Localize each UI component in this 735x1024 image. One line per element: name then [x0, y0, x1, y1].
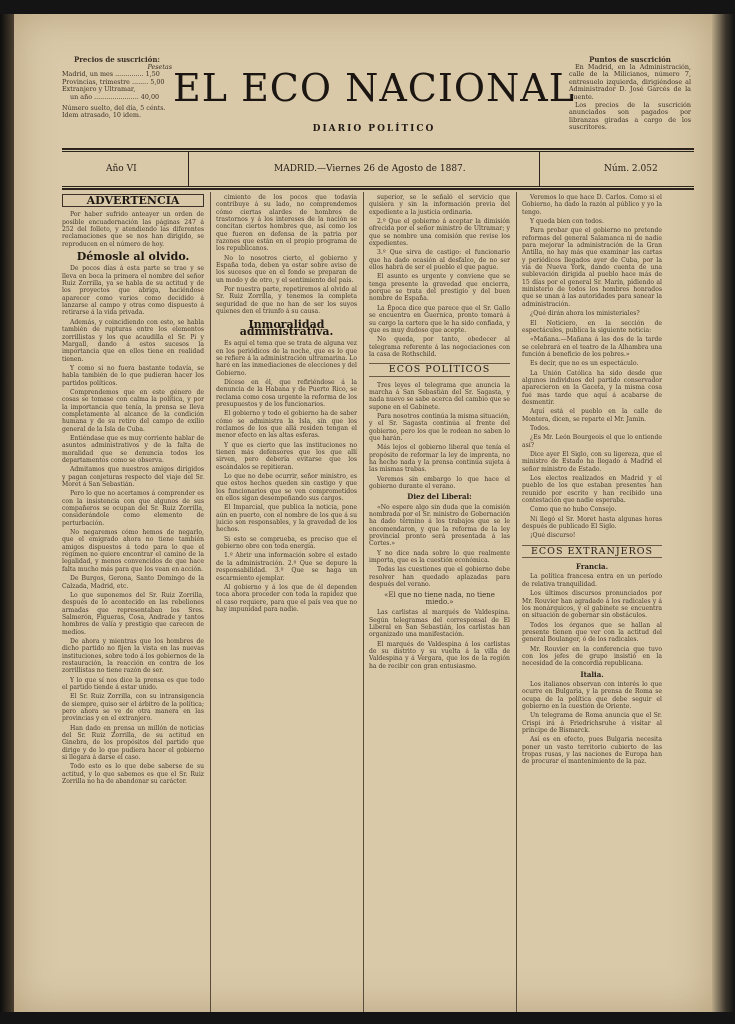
paragraph: Como que no hubo Consejo. — [530, 506, 617, 514]
single-issue-note: Número suelto, del día, 5 cénts. — [62, 103, 166, 112]
header-rule-top — [62, 148, 694, 150]
paragraph: De pocos días á esta parte se trae y se lleva en boca la primera el nombre del señor Ruiz Zorrilla, ya se habla de su actitud y de los proyectos que abriga, haciéndose aparecer como varios como decidido á lanzarse al campo y otras como dispuesto á retirarse á la vida privada. — [62, 265, 204, 317]
points-text-2: Los precios de la suscrición anunciados son pagados por libranzas giradas a cargo de los suscritores. — [569, 100, 691, 132]
column-1 — [62, 194, 204, 1009]
paragraph: Y que es cierto que las instituciones no tienen más defensores que los que allí sirven, pero debería evitarse que los escándalos se repitieran. — [216, 441, 357, 471]
paragraph: Y queda bien con todos. — [530, 218, 604, 226]
paragraph: El asunto es urgente y conviene que se tenga presente la gravedad que encierra, porque se trata del prestigio y del buen nombre de España. — [369, 273, 510, 303]
paragraph: El Imparcial, que publica la noticia, pone aún en puerto, con el nombre de los que á su juicio son responsables, y la gravedad de los hechos. — [216, 504, 357, 534]
paragraph: «No espere algo sin duda que la comisión nombrada por el Sr. ministro de Gobernación ha dado término á los trabajos que se le encomendaron, y que la reforma de la ley provincial pronto será presentada á las Cortes.» — [369, 503, 510, 548]
paragraph: Así es en efecto, pues Bulgaria necesita poner un vasto territorio cubierto de las tropas rusas, y las naciones de Europa han de procurar el mantenimiento de la paz. — [522, 736, 662, 766]
paragraph: Los italianos observan con interés lo que ocurre en Bulgaria, y la prensa de Roma se ocupa de la política que debe seguir el gobierno en la cuestión de Oriente. — [522, 680, 662, 710]
paragraph: 1.º Abrir una información sobre el estado de la administración. 2.º Que se depure la responsabilidad. 3.º Que se haga un escarmiento ejemplar. — [216, 552, 357, 582]
price-row: Madrid, un mes .............. 1,50 — [62, 70, 160, 79]
column-rule — [210, 192, 211, 1012]
paragraph: Entiéndase que es muy corriente hablar de asuntos administrativos y de la falta de moralidad que se denuncia todos los departamentos como se observa. — [62, 434, 204, 464]
paragraph: Todas las cuestiones que el gobierno debe resolver han quedado aplazadas para después del verano. — [369, 566, 510, 589]
article-title: Démosle al olvido. — [76, 250, 190, 264]
paragraph: Los electos realizados en Madrid y el pueblo de los que estaban presentes han reunido por escrito y han recibido una contestación que nadie esperaba. — [522, 475, 662, 505]
paragraph: De ahora y mientras que los hombres de dicho partido no fijen la vista en las nuevas instituciones, sobre todo á los gobiernos de la restauración, la reacción en contra de los zorrillistas no tiene razón de ser. — [62, 637, 204, 675]
newspaper-subtitle: DIARIO POLÍTICO — [312, 124, 436, 134]
paragraph: Lo que suponemos del Sr. Ruiz Zorrilla, después de lo acontecido en las rebeliones armadas que representaban los Sres. Salmerón, Figueras, Cosa, Andrade y tantos hombres de valía y prestigio que carecen de medios. — [62, 591, 204, 636]
price-row: un año ...................... 40,00 — [70, 92, 160, 101]
header-rule-bottom — [62, 188, 694, 190]
paragraph: ¿Qué dirán ahora los ministeriales? — [530, 310, 640, 318]
column-3 — [369, 194, 510, 1009]
paragraph: Al gobierno y á los que de él dependen toca ahora proceder con toda la rapidez que el caso requiere, para que el país vea que no hay impunidad para nadie. — [216, 583, 357, 613]
paragraph: 2.º Que el gobierno á aceptar la dimisión ofrecida por el señor ministro de Ultramar; y que se nombre una comisión que revise los expedientes. — [369, 218, 510, 248]
newspaper-masthead: EL ECO NACIONAL — [173, 66, 575, 110]
paragraph: Las carlistas al marqués de Valdespina. Según telegramas del corresponsal de El Liberal en San Sebastián, los carlistas han organizado una manifestación. — [369, 609, 510, 639]
dateline: MADRID.—Viernes 26 de Agosto de 1887. — [274, 164, 466, 174]
paragraph: ¡Qué discurso! — [530, 532, 576, 540]
section-heading: ECOS EXTRANJEROS — [522, 545, 662, 558]
points-text-1: En Madrid, en la Administración, calle de la Milicianos, número 7, entresuelo izquierda, dirigiéndose al Administrador D. José Garcés de la Fuente. — [569, 62, 691, 101]
column-rule — [516, 192, 517, 1012]
paragraph: De Burgos, Gerona, Santo Domingo de la Calzada, Madrid, etc. — [62, 575, 204, 590]
paragraph: Es decir, que no es un espectáculo. — [530, 360, 639, 368]
quote-source: Diez del Liberal: — [407, 492, 472, 502]
book-spine — [0, 14, 14, 1012]
infobar-divider — [539, 152, 540, 186]
paragraph: ¿Es Mr. León Bourgeois el que lo entiende así? — [522, 434, 662, 449]
prices-unit: Pesetas — [147, 62, 172, 71]
newspaper-page — [14, 14, 712, 1012]
volume-year: Año VI — [106, 164, 137, 174]
subscription-points-box — [569, 56, 691, 132]
paragraph: El Noticiero, en la sección de espectáculos, publica la siguiente noticia: — [522, 319, 662, 334]
paragraph: Y lo que sí nos dice la prensa es que todo el partido tiende á estar unido. — [62, 676, 204, 691]
paragraph: Ni llegó el Sr. Moret hasta algunas horas después de publicado El Siglo. — [522, 515, 662, 531]
paragraph: Veremos lo que hace D. Carlos. Como si el Gobierno, ha dado la razón al público y yo la tengo. — [522, 194, 662, 216]
paragraph: Por nuestra parte, repetiremos al olvido al Sr. Ruiz Zorrilla, y tenemos la completa seguridad de que no han de ser los suyos quienes den el triunfo á su causa. — [216, 286, 357, 316]
column-2 — [216, 194, 357, 1009]
paragraph: Los últimos discursos pronunciados por Mr. Rouvier han agradado á los radicales y á los monárquicos, y el gabinete se encuentra en situación de gobernar sin obstáculos. — [522, 590, 662, 620]
paragraph: Todos. — [530, 424, 550, 432]
article-title: Inmoralidad administrativa. — [239, 317, 334, 338]
paragraph: Un telegrama de Roma anuncia que el Sr. Crispi irá á Friedrichsruhe á visitar al príncipe de Bismarck. — [522, 712, 662, 734]
column-rule — [363, 192, 364, 1012]
paragraph: cimiento de los pocos que todavía contribuye á su lado, no comprendemos cómo ciertas alardes de hombres de trastornos y á los intereses de la nación se concitan ciertos hombres que, así como los que fueron en defensa de la patria por razones que están en el propio programa de los republicanos. — [216, 194, 357, 253]
advert-title: ADVERTENCIA — [62, 194, 204, 207]
paragraph: 3.º Que sirva de castigo: el funcionario que ha dado ocasión al desfalco, de no ser ellos habrá de ser el pueblo el que pague. — [369, 249, 510, 272]
paragraph: Lo que no debe ocurrir, señor ministro, es que estos hechos queden sin castigo y que los funcionarios que se ven comprometidos en ellos sigan desempeñando sus cargos. — [216, 473, 357, 503]
paragraph: Pero lo que no acertamos á comprender es con la insistencia con que algunos de sus compañeros se ocupan del Sr. Ruiz Zorrilla, considerándole como elemento de perturbación. — [62, 490, 204, 527]
paragraph: Veremos sin embargo lo que hace el gobierno durante el verano. — [369, 475, 510, 491]
paragraph: Aquí está el pueblo en la calle de Montera, dicen, se reparte el Mr. Jamin. — [522, 408, 662, 423]
paragraph: La Unión Católica ha sido desde que algunos individuos del partido conservador aparecieron en la Gaceta, y la misma cosa fué mas tarde que aquí á acabarse de desmentir. — [522, 369, 662, 406]
points-title: Puntos de suscrición — [589, 55, 671, 64]
paragraph: No negaremos cómo hemos de negarlo, que el emigrado ahora no tiene también amigos dispuestos á todo para lo que el régimen no quiere encontrar el camino de la legalidad, y menos convencidos de que hace falta mucho más para que los vean en acción. — [62, 529, 204, 573]
paragraph: Y como si no fuera bastante todavía, se habla también de lo que pudieran hacer los partidos políticos. — [62, 364, 204, 387]
paragraph: El marqués de Valdespina á los carlistas de su distrito y su vuelta á la villa de Valdespina y á Vergara, que los de la región ha de recibir con gran entusiasmo. — [369, 640, 510, 670]
paragraph: Y no dice nada sobre lo que realmente importa, que es la cuestión económica. — [369, 549, 510, 565]
paragraph: Si esto se comprueba, es preciso que el gobierno obre con toda energía. — [216, 535, 357, 551]
country-heading: Italia. — [580, 669, 604, 679]
issue-number: Núm. 2.052 — [604, 164, 658, 174]
paragraph: «Mañana.—Mañana á las dos de la tarde se celebrará en el teatro de la Alhambra una función á beneficio de los pobres.» — [522, 336, 662, 358]
paragraph: Para probar que el gobierno no pretende reformas del general Salamanca ni de nadie para mejorar la administración de la Gran Antilla, no hay más que examinar las cartas y periódicos llegados ayer de Cuba, por la vía de Nueva York, dando cuenta de una sublevación dirigida al pueblo hace más de 15 días por el general Sr. Marín, pidiendo al ministerio de todos los hombres honrados que se unan á las autoridades para sanear la administración. — [522, 227, 662, 308]
subscription-prices-box — [62, 56, 172, 120]
paragraph: El Sr. Ruiz Zorrilla, con su intransigencia de siempre, quiso ser el árbitro de la política; pero ahora se ve de otra manera en las provincias y en el extranjero. — [62, 693, 204, 723]
page-edge — [712, 14, 735, 1012]
paragraph: Es aquí el tema que se trata de alguna vez en los periódicos de la noche, que es lo que se refiere á la administración ultramarina. Lo haré en las inmediaciones de elecciones y del Gobierno. — [216, 340, 357, 377]
prices-title: Precios de suscrición: — [73, 55, 160, 64]
paragraph: superior, se le señaló el servicio que quisiera y sin la información previa del expediente a la justicia ordinaria. — [369, 194, 510, 216]
price-row: Provincias, trimestre ........ 5,00 — [62, 77, 165, 86]
paragraph: Dice ayer El Siglo, con su ligereza, que el ministro de Estado ha llegado á Madrid el señor ministro de Estado. — [522, 451, 662, 473]
header-rule-bottom-thin — [62, 186, 694, 187]
paragraph: Todo esto es lo que debe saberse de su actitud, y lo que sabemos es que el Sr. Ruiz Zorrilla no ha de abandonar su carácter. — [62, 763, 204, 786]
paragraph: Mr. Rouvier en la conferencia que tuvo con los jefes de grupo insistió en la necesidad de la concordia republicana. — [522, 645, 662, 668]
country-heading: Francia. — [575, 562, 609, 572]
paragraph: Admitamos que nuestros amigos dirigidos y pagan conjeturas respecto del viaje del Sr. Moret á San Sebastián. — [62, 466, 204, 489]
paragraph: Dícese en él, que refiriéndose á la denuncia de la Habana y de Puerto Rico, se reclama como cosa urgente la reforma de los presupuestos y de los funcionarios. — [216, 378, 357, 408]
proverb: «El que no tiene nada, no tiene miedo.» — [384, 590, 495, 606]
advert-text: Por haber sufrido anteayer un orden de posible encuadernación las páginas 247 á 252 del folleto, y atendiendo las diferentes reclamaciones que se nos han dirigido, se reproducen en el número de hoy. — [62, 211, 204, 248]
paragraph: Además, y coincidiendo con esto, se habla también de rupturas entre los elementos zorrillistas y los que acaudilla el Sr. Pi y Margall, dando á estos sucesos la importancia que en ellos tiene en realidad tienen. — [62, 318, 204, 363]
paragraph: Más lejos el gobierno liberal que tenía el propósito de reformar la ley de imprenta, no ha hecho nada y la prensa continúa sujeta á las mismas trabas. — [369, 444, 510, 474]
paragraph: La Época dice que parece que el Sr. Gallo se encuentra en Guernica, pronto tomará á su cargo la cartera que le ha sido confiada, y que es muy dudoso que acepte. — [369, 304, 510, 334]
infobar-divider — [188, 152, 189, 186]
paragraph: La política francesa entra en un período de relativa tranquilidad. — [522, 573, 662, 588]
paragraph: No queda, por tanto, obedecer al telegrama referente á las negociaciones con la casa de Rothschild. — [369, 336, 510, 358]
paragraph: Para nosotros continúa la misma situación, y el Sr. Sagasta continúa al frente del gobierno, pero los que le rodean no saben lo que harán. — [369, 412, 510, 442]
column-4 — [522, 194, 662, 1009]
header-rule-top-thin — [62, 151, 694, 152]
section-heading: ECOS POLÍTICOS — [369, 363, 510, 376]
paragraph: Todos los órganos que se hallan al presente tienen que ver con la actitud del general Boulanger, ó de los radicales. — [522, 621, 662, 644]
back-issue-note: Idem atrasado, 10 idem. — [62, 111, 141, 120]
paragraph: Comprendemos que en este género de cosas se tomase con calma la política, y por la importancia que tenía, la prensa se lleva completamente al alcance de la condición humana y de su retiro del campo de exilio general de la Isla de Cuba. — [62, 388, 204, 433]
paragraph: No lo nosotros cierto, el gobierno y España toda, deben ya estar sobre aviso de los sucesos que en el fondo se preparan de un modo y de otro, y el sentimiento del país. — [216, 254, 357, 284]
paragraph: Han dado en prensa un millón de noticias del Sr. Ruiz Zorrilla, de su actitud en Ginebra, de los propósitos del partido que dirige y de lo que pudiera hacer el gobierno si llegara á darse el caso. — [62, 724, 204, 762]
paragraph: Tres leyes el telegrama que anuncia la marcha á San Sebastián del Sr. Sagasta, y nada nuevo se sabe acerca del cambio que se supone en el Gabinete. — [369, 381, 510, 411]
price-row: Extranjero y Ultramar, — [62, 85, 136, 94]
paragraph: El gobierno y todo el gobierno ha de saber cómo se administra la Isla, sin que los reclamos de los que allá residen tengan el menor efecto en las altas esferas. — [216, 410, 357, 440]
